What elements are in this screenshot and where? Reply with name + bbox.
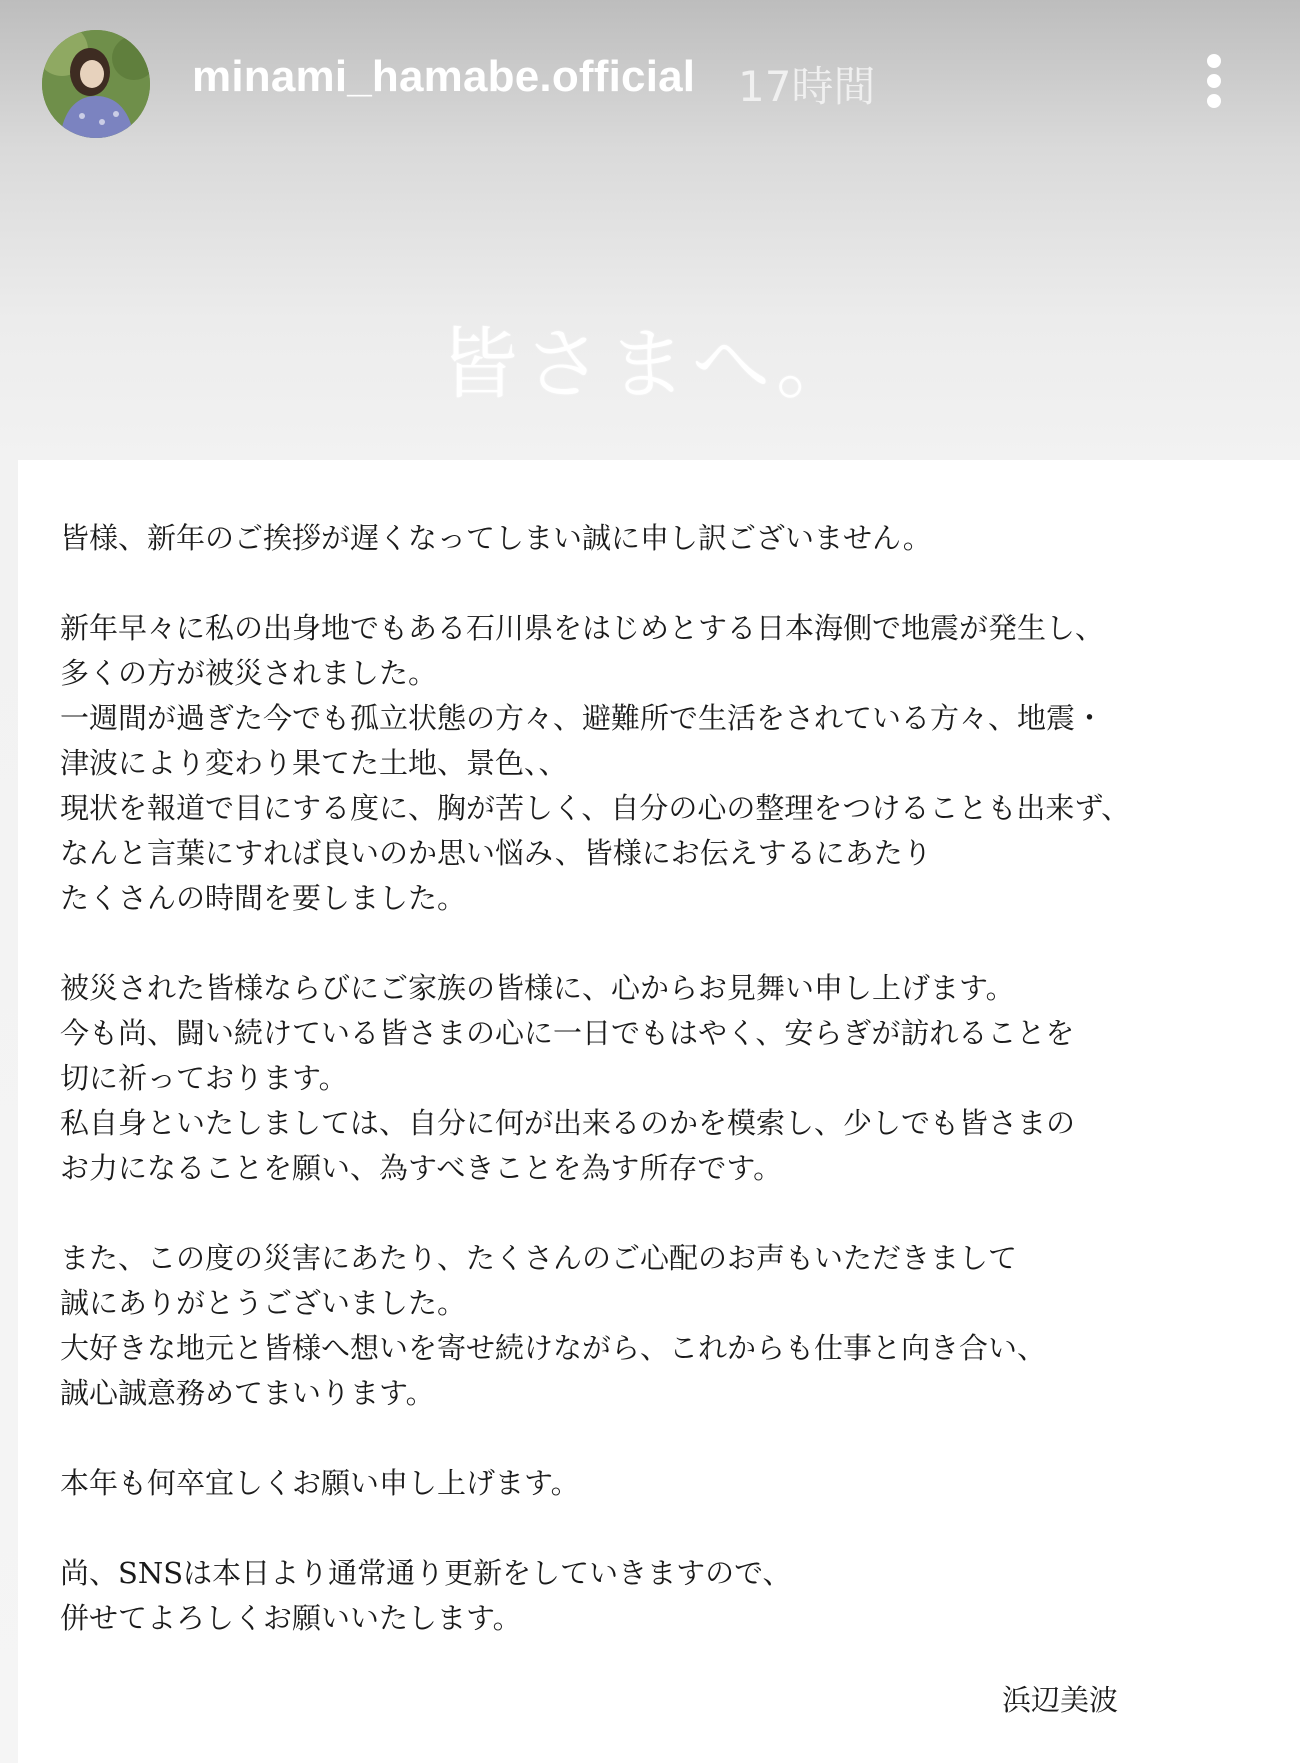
more-dot (1207, 94, 1221, 108)
letter-body (60, 516, 1260, 1686)
avatar[interactable] (42, 30, 150, 138)
letter-line: また、この度の災害にあたり、たくさんのご心配のお声もいただきまして (60, 1241, 1018, 1275)
letter-line: 切に祈っております。 (60, 1061, 348, 1095)
signature: 浜辺美波 (1001, 1683, 1118, 1717)
story-header (0, 0, 1300, 170)
letter-line: 本年も何卒宜しくお願い申し上げます。 (60, 1466, 580, 1500)
letter-line: 併せてよろしくお願いいたします。 (60, 1601, 522, 1635)
letter-line: お力になることを願い、為すべきことを為す所存です。 (60, 1151, 783, 1185)
letter-paragraph (60, 606, 1260, 921)
letter-line: 被災された皆様ならびにご家族の皆様に、心からお見舞い申し上げます。 (60, 971, 1015, 1005)
letter-line: 今も尚、闘い続けている皆さまの心に一日でもはやく、安らぎが訪れることを (60, 1016, 1075, 1050)
username[interactable]: minami_hamabe.official (192, 52, 696, 101)
letter-line: 尚、SNSは本日より通常通り更新をしていきますので、 (60, 1556, 792, 1590)
letter-line: 私自身といたしましては、自分に何が出来るのかを模索し、少しでも皆さまの (60, 1106, 1076, 1140)
letter-line: 多くの方が被災されました。 (60, 656, 438, 690)
letter-line: 新年早々に私の出身地でもある石川県をはじめとする日本海側で地震が発生し、 (60, 611, 1105, 645)
letter-line: 現状を報道で目にする度に、胸が苦しく、自分の心の整理をつけることも出来ず、 (60, 791, 1131, 825)
letter-paragraph (60, 1236, 1260, 1416)
letter-line: 一週間が過ぎた今でも孤立状態の方々、避難所で生活をされている方々、地震・ (60, 701, 1105, 735)
post-timestamp: 17時間 (738, 62, 876, 111)
more-dot (1207, 54, 1221, 68)
letter-paragraph (60, 966, 1260, 1191)
letter-paragraph (60, 1551, 1260, 1641)
letter-line: 誠にありがとうございました。 (60, 1286, 467, 1320)
more-dot (1207, 74, 1221, 88)
letter-card (18, 460, 1300, 1763)
letter-line: 皆様、新年のご挨拶が遅くなってしまい誠に申し訳ございません。 (60, 521, 932, 555)
letter-line: 誠心誠意務めてまいります。 (60, 1376, 435, 1410)
letter-paragraph (60, 516, 1260, 561)
letter-paragraph (60, 1461, 1260, 1506)
letter-line: 津波により変わり果てた土地、景色、、 (60, 746, 568, 780)
letter-line: なんと言葉にすれば良いのか思い悩み、皆様にお伝えするにあたり (60, 836, 932, 870)
letter-line: たくさんの時間を要しました。 (60, 881, 467, 915)
story-title: 皆さまへ。 (439, 320, 860, 410)
avatar-photo (42, 30, 150, 138)
letter-line: 大好きな地元と皆様へ想いを寄せ続けながら、これからも仕事と向き合い、 (60, 1331, 1047, 1365)
more-options-icon[interactable] (1196, 50, 1232, 112)
